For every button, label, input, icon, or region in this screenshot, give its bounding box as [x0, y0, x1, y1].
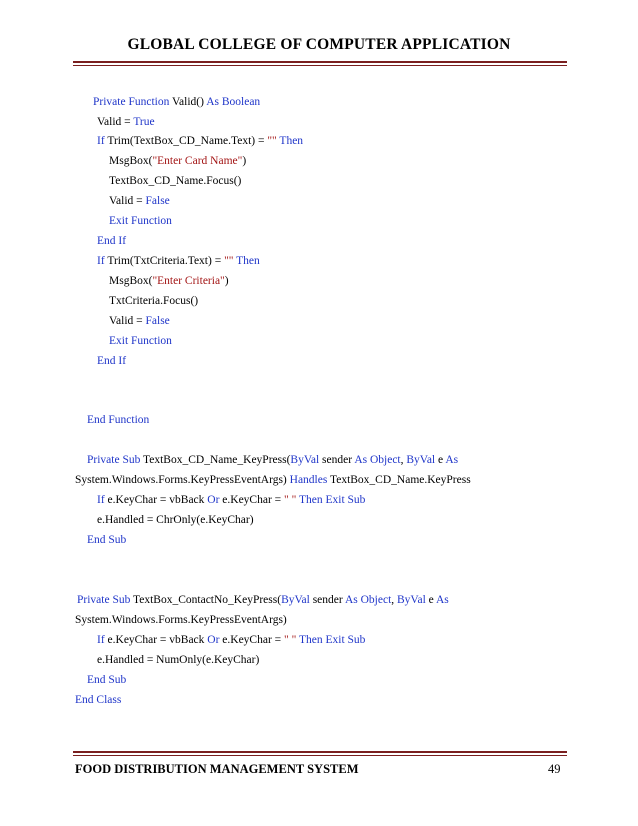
code-keyword: Exit Function	[109, 215, 172, 227]
code-text: ,	[400, 454, 407, 466]
footer-title: FOOD DISTRIBUTION MANAGEMENT SYSTEM	[75, 762, 359, 776]
code-keyword: As	[445, 454, 459, 466]
code-keyword: Private Sub	[87, 454, 141, 466]
code-text: Valid =	[109, 315, 146, 327]
code-string: "Enter Criteria"	[152, 275, 225, 287]
code-line	[75, 613, 287, 627]
code-line	[97, 493, 365, 507]
code-line	[87, 533, 126, 547]
code-keyword: Then	[233, 255, 260, 267]
code-text: System.Windows.Forms.KeyPressEventArgs)	[75, 474, 290, 486]
code-text: TxtCriteria.Focus()	[109, 295, 199, 307]
code-keyword: Then Exit Sub	[296, 634, 366, 646]
code-line	[97, 234, 126, 248]
code-text: TextBox_CD_Name_KeyPress(	[140, 454, 291, 466]
code-keyword: As Object	[354, 454, 401, 466]
code-text: e	[425, 594, 436, 606]
code-text: e.KeyChar = vbBack	[104, 634, 208, 646]
code-line	[109, 314, 170, 328]
code-keyword: If	[97, 135, 105, 147]
code-keyword: End Function	[87, 414, 150, 426]
code-text: Valid =	[97, 116, 134, 128]
code-text: sender	[309, 594, 345, 606]
code-keyword: As	[436, 594, 449, 606]
code-text: System.Windows.Forms.KeyPressEventArgs)	[75, 614, 287, 626]
code-keyword: ByVal	[290, 454, 320, 466]
code-keyword: True	[133, 116, 155, 128]
code-text: sender	[319, 454, 355, 466]
code-keyword: End If	[97, 235, 127, 247]
code-line	[109, 194, 170, 208]
code-keyword: ByVal	[281, 594, 310, 606]
code-string: ""	[224, 255, 234, 267]
code-keyword: As Object	[344, 594, 392, 606]
code-line	[87, 453, 458, 467]
code-line	[97, 653, 259, 667]
code-text: )	[224, 275, 229, 287]
code-keyword: False	[145, 195, 170, 207]
code-keyword: Then Exit Sub	[296, 494, 366, 506]
code-line	[87, 673, 126, 687]
code-line	[75, 473, 471, 487]
code-keyword: As Boolean	[206, 96, 261, 108]
code-line	[109, 214, 172, 228]
code-text: MsgBox(	[109, 275, 153, 287]
code-line	[109, 334, 172, 348]
code-text: TextBox_CD_Name.Focus()	[109, 175, 242, 187]
code-string: "Enter Card Name"	[152, 155, 243, 167]
code-line	[97, 134, 303, 148]
code-string: " "	[284, 634, 297, 646]
code-keyword: Then	[276, 135, 304, 147]
code-keyword: False	[145, 315, 170, 327]
code-text: Trim(TxtCriteria.Text) =	[104, 255, 225, 267]
code-line	[97, 513, 254, 527]
code-text: e.KeyChar =	[219, 634, 285, 646]
code-line	[109, 294, 198, 308]
page-header: GLOBAL COLLEGE OF COMPUTER APPLICATION	[127, 36, 511, 53]
code-line	[109, 274, 229, 288]
code-line	[77, 593, 449, 607]
code-text: Valid()	[169, 96, 207, 108]
code-keyword: If	[97, 255, 105, 267]
code-string: " "	[284, 494, 297, 506]
code-line	[93, 95, 260, 109]
code-keyword: If	[97, 494, 105, 506]
footer-rule-thin	[73, 755, 567, 756]
code-line	[97, 354, 126, 368]
code-keyword: Private Sub	[77, 594, 131, 606]
code-string: ""	[267, 135, 277, 147]
code-text: e	[435, 454, 446, 466]
code-text: e.KeyChar =	[219, 494, 285, 506]
code-text: e.Handled = ChrOnly(e.KeyChar)	[97, 514, 254, 526]
code-line	[109, 154, 246, 168]
code-keyword: If	[97, 634, 105, 646]
code-keyword: End Sub	[87, 674, 127, 686]
code-keyword: End Class	[75, 694, 122, 706]
code-text: ,	[391, 594, 398, 606]
code-keyword: ByVal	[406, 454, 436, 466]
code-keyword: Exit Function	[109, 335, 172, 347]
code-keyword: End Sub	[87, 534, 127, 546]
code-text: Valid =	[109, 195, 146, 207]
page-number: 49	[548, 762, 561, 776]
code-line	[87, 413, 149, 427]
code-keyword: Or	[207, 494, 220, 506]
code-keyword: ByVal	[397, 594, 426, 606]
code-keyword: Handles	[289, 474, 328, 486]
code-text: Trim(TextBox_CD_Name.Text) =	[104, 135, 268, 147]
code-keyword: End If	[97, 355, 127, 367]
code-line	[97, 633, 365, 647]
code-keyword: Or	[207, 634, 220, 646]
code-line	[97, 115, 155, 129]
code-keyword: Private Function	[93, 96, 170, 108]
code-text: MsgBox(	[109, 155, 153, 167]
code-line	[109, 174, 241, 188]
footer-rule	[73, 751, 567, 753]
code-text: TextBox_ContactNo_KeyPress(	[130, 594, 282, 606]
code-text: e.Handled = NumOnly(e.KeyChar)	[97, 654, 260, 666]
code-text: TextBox_CD_Name.KeyPress	[327, 474, 471, 486]
code-line	[97, 254, 260, 268]
code-text: )	[242, 155, 247, 167]
code-line	[75, 693, 121, 707]
code-text: e.KeyChar = vbBack	[104, 494, 208, 506]
